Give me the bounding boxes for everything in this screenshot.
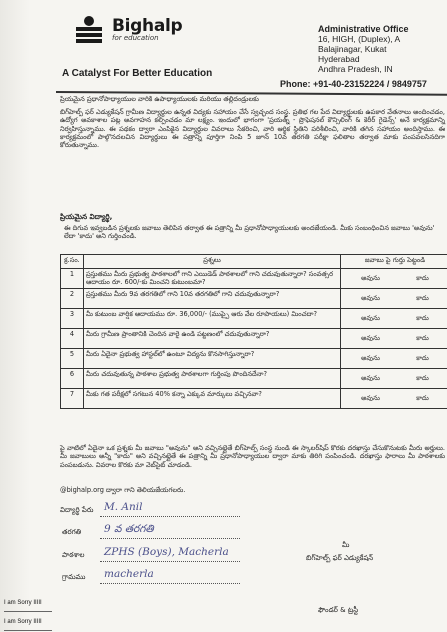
village-label: గ్రామము xyxy=(62,573,86,581)
row-question: మీకు గత పరీక్షలో సగటున 40% కన్నా ఎక్కువ మార్కులు వచ్చినవా? xyxy=(83,389,340,409)
address-line: Balajinagar, Kukat xyxy=(318,44,387,54)
address-line: Andhra Pradesh, IN xyxy=(318,64,393,74)
bighalp-logo xyxy=(74,16,182,44)
intro-paragraph: బిగ్‌హెల్ప్ ఫర్ ఎడ్యుకేషన్ గ్రామీణ విద్యార్థుల ఉన్నత విద్యకు సహాయం చేసే స్వచ్ఛంద సంస్థ. ప్రతిభ గల పేద విద్యార్థులకు ఉపకార వేతనాలు అందించడం, ఉద్యోగ అవకాశాల పట్ల అవగాహన కల్పించడం మా లక్ష్యం. ఇందులో భాగంగా 'ప్రయత్న్ - ప్రొఫెషనల్ కౌన్సిలింగ్ & కెరీర్ గైడెన్స్' అనే కార్యక్రమాన్ని నిర్వహిస్తున్నాము. ఈ పథకం ద్వారా ఎంపికైన విద్యార్థుల వివరాలు సేకరించి, వారి ఆర్థిక స్థితిని పరిశీలించి, వారికి తగిన సహాయం అందిస్తాము. ఈ కార్యక్రమంలో పాల్గొనదలచిన విద్యార్థులు ఈ పత్రాన్ని పూర్తిగా నింపి 5 జూన్ 10వ తరగతి పరీక్షా ఫలితాల తర్వాత మాకు పంపవలసినదిగా కోరుతున్నాము. xyxy=(60,108,445,150)
row-number: 5 xyxy=(61,349,84,369)
answer-no[interactable]: కాదు xyxy=(416,294,429,302)
col-header-answer: జవాబు పై గుర్తు పెట్టండి xyxy=(341,255,447,269)
logo-figure-icon xyxy=(74,16,108,44)
row-number: 4 xyxy=(61,329,84,349)
signature-salutation: మీ xyxy=(342,541,350,549)
signature-org: బిగ్‌హెల్ప్ ఫర్ ఎడ్యుకేషన్ xyxy=(306,554,374,562)
answer-no[interactable]: కాదు xyxy=(416,354,429,362)
school-field[interactable]: ZPHS (Boys), Macherla xyxy=(104,546,229,558)
row-number: 3 xyxy=(61,309,84,329)
class-label: తరగతి xyxy=(62,528,82,536)
row-question: మీరు గ్రామీణ ప్రాంతానికి చెందిన వారై ఉండి పట్టణంలో చదువుతున్నారా? xyxy=(83,329,340,349)
salutation: ప్రియమైన ప్రధానోపాధ్యాయుల వారికి ఉపాధ్యాయులకు మరియు తల్లిదండ్రులకు xyxy=(60,95,259,103)
table-row xyxy=(61,349,447,369)
row-number: 6 xyxy=(61,369,84,389)
table-row xyxy=(61,369,447,389)
address-line: Administrative Office xyxy=(318,24,409,34)
brand-sub: for education xyxy=(112,34,159,42)
row-question: మీ కుటుంబ వార్షిక ఆదాయము రూ. 36,000/- (ముప్పై ఆరు వేల రూపాయలు) మించదా? xyxy=(83,309,340,329)
sorry-note: I am Sorry IIIII xyxy=(4,619,42,625)
answer-yes[interactable]: అవును xyxy=(361,334,380,342)
table-row xyxy=(61,309,447,329)
answer-no[interactable]: కాదు xyxy=(416,274,429,282)
instructions-paragraph: ఈ దిగువ ఇవ్వబడిన ప్రశ్నలకు జవాబు తెలిపిన తర్వాత ఈ పత్రాన్ని మీ ప్రధానోపాధ్యాయులకు అందజేయండి. మీకు సంబంధించిన జవాబు 'అవును' లేదా 'కాదు' అని గుర్తించండి. xyxy=(64,224,435,241)
answer-yes[interactable]: అవును xyxy=(361,274,380,282)
row-number: 1 xyxy=(61,269,84,289)
signature-title: ఫౌండర్ & ట్రస్టీ xyxy=(318,606,359,614)
row-question: ప్రస్తుతము మీరు 9వ తరగతిలో గాని 10వ తరగతిలో గాని చదువుతున్నారా? xyxy=(83,289,340,309)
row-number: 7 xyxy=(61,389,84,409)
row-question: ప్రస్తుతము మీరు ప్రభుత్వ పాఠశాలలో గాని ఎయిడెడ్ పాఠశాలలో గాని చదువుతున్నారా? సంవత్సర ఆదాయం రూ. 600/-కు మించని కుటుంబమా? xyxy=(83,269,340,289)
address-block xyxy=(318,24,447,74)
table-row xyxy=(61,269,447,289)
address-line: Hyderabad xyxy=(318,54,360,64)
table-row xyxy=(61,329,447,349)
tagline: A Catalyst For Better Education xyxy=(62,68,213,79)
answer-yes[interactable]: అవును xyxy=(361,374,380,382)
table-row xyxy=(61,289,447,309)
name-field[interactable]: M. Anil xyxy=(104,501,143,513)
answer-yes[interactable]: అవును xyxy=(361,394,380,402)
answer-no[interactable]: కాదు xyxy=(416,394,429,402)
website-line: @bighalp.org ద్వారా గాని తెలియజేయగలరు. xyxy=(60,486,186,494)
student-heading: ప్రియమైన విద్యార్థి, xyxy=(60,212,113,221)
class-underline xyxy=(100,538,240,539)
answer-yes[interactable]: అవును xyxy=(361,354,380,362)
answer-no[interactable]: కాదు xyxy=(416,314,429,322)
scan-edge-shadow xyxy=(0,0,30,632)
answer-no[interactable]: కాదు xyxy=(416,374,429,382)
sorry-underline xyxy=(4,611,52,612)
row-number: 2 xyxy=(61,289,84,309)
village-underline xyxy=(100,583,240,584)
sorry-underline xyxy=(4,630,52,631)
sorry-note: I am Sorry IIIII xyxy=(4,600,42,606)
answer-yes[interactable]: అవును xyxy=(361,314,380,322)
village-field[interactable]: macherla xyxy=(104,568,154,580)
name-underline xyxy=(100,516,240,517)
school-underline xyxy=(100,561,240,562)
phone-number: Phone: +91-40-23152224 / 9849757 xyxy=(280,79,427,89)
answer-no[interactable]: కాదు xyxy=(416,334,429,342)
address-line: 16, HIGH, (Duplex), A xyxy=(318,34,401,44)
row-question: మీరు చదువుతున్న పాఠశాల ప్రభుత్వ పాఠశాలగా గుర్తింపు పొందినదేనా? xyxy=(83,369,340,389)
table-header-row xyxy=(61,255,447,269)
school-label: పాఠశాల xyxy=(62,551,85,559)
col-header-question: ప్రశ్నలు xyxy=(83,255,340,269)
questions-table xyxy=(60,254,447,409)
eligibility-paragraph: పై వాటిలో ఏదైనా ఒక ప్రశ్నకు మీ జవాబు "అవును" అని వచ్చినట్లైతే బిగ్‌హెల్ప్ సంస్థ నుండి ఈ స్కాలర్‌షిప్ కొరకు దరఖాస్తు చేసుకొనుటకు మీరు అర్హులు. మీ జవాబులు అన్నీ "కాదు" అని వచ్చినట్లైతే ఈ పత్రాన్ని మీ ప్రధానోపాధ్యాయుల ద్వారా మాకు తిరిగి పంపించండి. దరఖాస్తు ఫారాలు మీ పాఠశాలకు పంపబడును. వివరాల కొరకు మా వెబ్‌సైట్ చూడండి. xyxy=(60,444,445,469)
answer-yes[interactable]: అవును xyxy=(361,294,380,302)
row-question: మీరు ఏదైనా ప్రభుత్వ హాస్టల్‌లో ఉంటూ విద్యను కొనసాగిస్తున్నారా? xyxy=(83,349,340,369)
col-header-number: క్ర.సం. xyxy=(61,255,84,269)
brand-name: Bighalp xyxy=(112,16,183,36)
class-field[interactable]: 9 వ తరగతి xyxy=(104,523,154,535)
name-label: విద్యార్థి పేరు xyxy=(60,506,94,514)
table-row xyxy=(61,389,447,409)
